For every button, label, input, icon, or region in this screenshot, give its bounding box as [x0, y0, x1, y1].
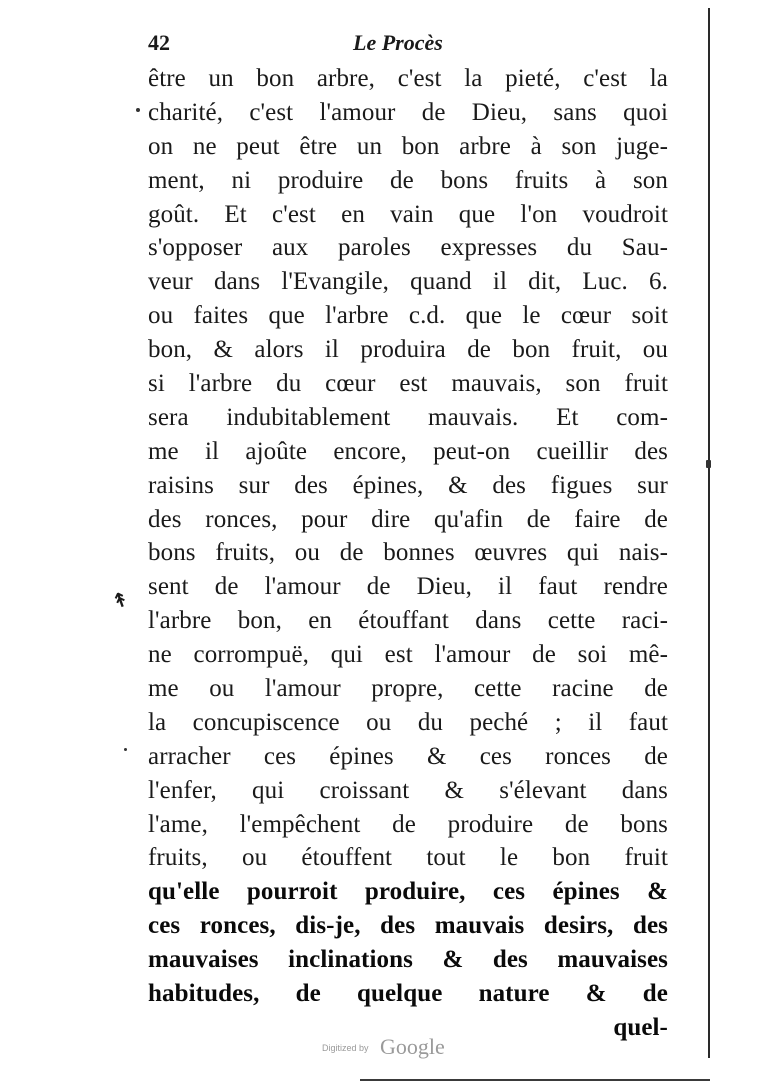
text-line: bon, & alors il produira de bon fruit, ou [148, 336, 668, 364]
page-number: 42 [148, 30, 170, 55]
text-line: s'opposer aux paroles expresses du Sau- [148, 234, 668, 262]
google-label: Google [380, 1034, 445, 1059]
running-title: Le Procès [353, 30, 443, 55]
page-header [148, 30, 668, 62]
text-line-bold: habitudes, de quelque nature & de [148, 980, 668, 1008]
page-bottom-edge [360, 1079, 710, 1081]
text-line: charité, c'est l'amour de Dieu, sans quoi [148, 98, 668, 126]
text-line: me il ajoûte encore, peut-on cueillir des [148, 437, 668, 465]
text-line-bold: ces ronces, dis-je, des mauvais desirs, des [148, 912, 668, 940]
text-line: l'arbre bon, en étouffant dans cette raci- [148, 607, 668, 635]
body-text [148, 62, 668, 1045]
text-line: sera indubitablement mauvais. Et com- [148, 403, 668, 431]
text-line: goût. Et c'est en vain que l'on voudroit [148, 200, 668, 228]
text-line: ment, ni produire de bons fruits à son [148, 166, 668, 194]
margin-dot [136, 108, 140, 112]
text-line: sent de l'amour de Dieu, il faut rendre [148, 573, 668, 601]
text-line: arracher ces épines & ces ronces de [148, 742, 668, 770]
digitized-label: Digitized by [322, 1043, 369, 1053]
text-line: la concupiscence ou du peché ; il faut [148, 708, 668, 736]
text-line: si l'arbre du cœur est mauvais, son fruit [148, 370, 668, 398]
text-line: raisins sur des épines, & des figues sur [148, 471, 668, 499]
text-line: bons fruits, ou de bonnes œuvres qui nais- [148, 539, 668, 567]
text-line: ou faites que l'arbre c.d. que le cœur soit [148, 302, 668, 330]
catchword: quel- [613, 1013, 668, 1041]
text-line-bold: qu'elle pourroit produire, ces épines & [148, 878, 668, 906]
page-edge-line [708, 8, 710, 1058]
text-line: me ou l'amour propre, cette racine de [148, 675, 668, 703]
text-line: l'ame, l'empêchent de produire de bons [148, 810, 668, 838]
digitization-watermark [322, 1034, 482, 1062]
text-line: l'enfer, qui croissant & s'élevant dans [148, 776, 668, 804]
text-line: être un bon arbre, c'est la pieté, c'est la [148, 65, 668, 92]
text-line: des ronces, pour dire qu'afin de faire de [148, 505, 668, 533]
text-line-bold: mauvaises inclinations & des mauvaises [148, 946, 668, 974]
text-line: fruits, ou étouffent tout le bon fruit [148, 844, 668, 872]
margin-dot [706, 460, 711, 468]
margin-mark-icon: ↟ [108, 585, 133, 615]
text-line: ne corrompuë, qui est l'amour de soi mê- [148, 641, 668, 669]
margin-dot [124, 748, 127, 751]
text-line: on ne peut être un bon arbre à son juge- [148, 132, 668, 160]
text-line: veur dans l'Evangile, quand il dit, Luc. 6. [148, 268, 668, 296]
